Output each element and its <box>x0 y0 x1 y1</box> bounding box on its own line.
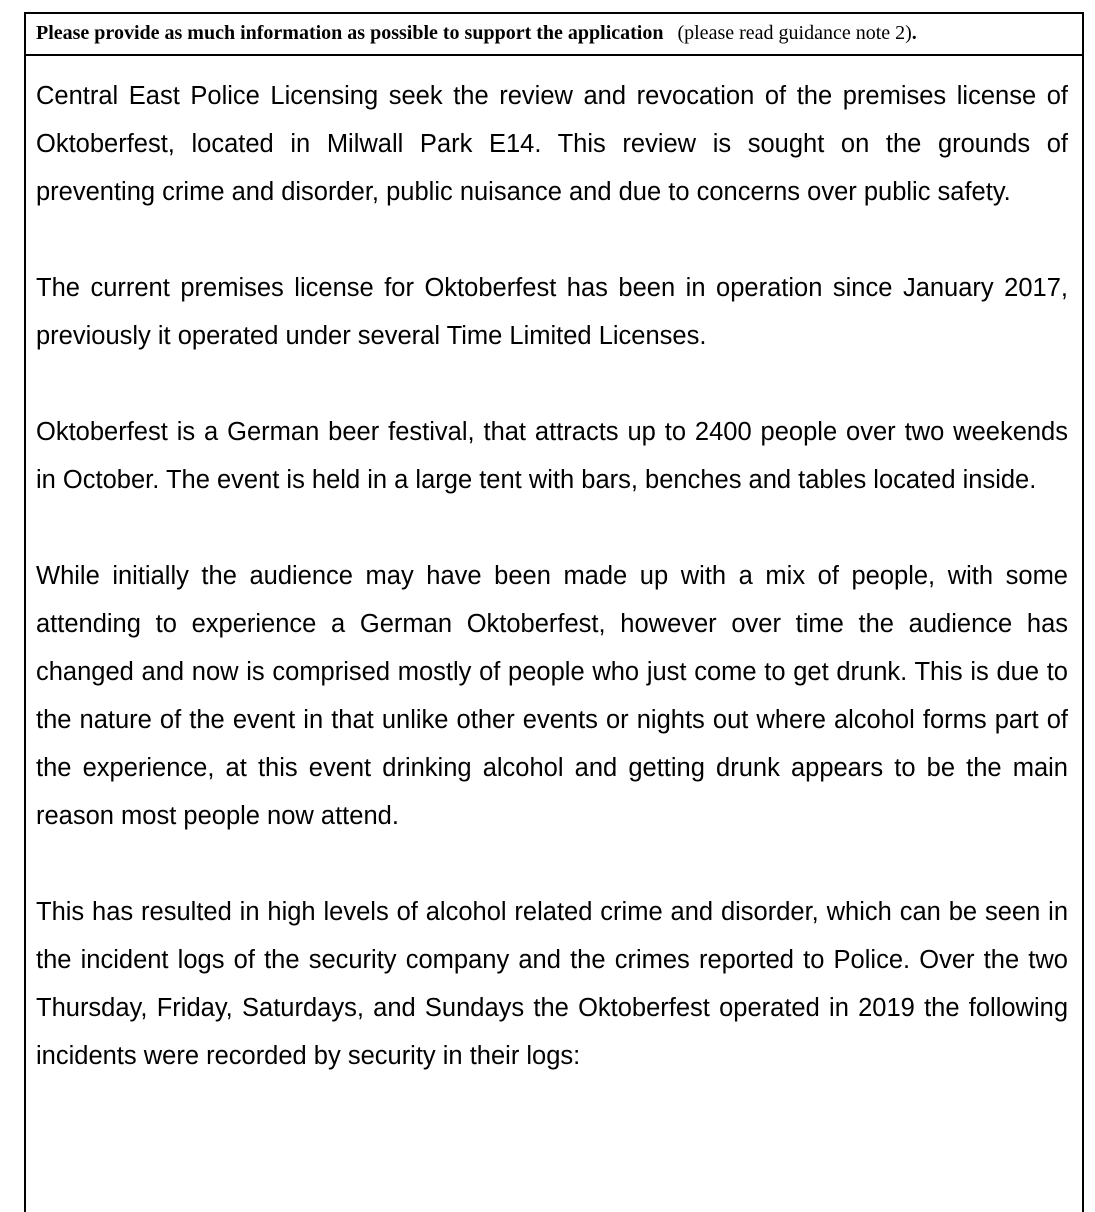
paragraph-event-description: Oktoberfest is a German beer festival, that attracts up to 2400 people over two weekends in October. The event is held in a large tent with bars, benches and tables located inside. <box>36 418 1068 494</box>
instruction-bold-text: Please provide as much information as possible to support the application <box>36 22 664 44</box>
application-body <box>36 72 1068 1080</box>
form-instruction-header <box>26 14 1082 56</box>
paragraph-review-request: Central East Police Licensing seek the review and revocation of the premises license of Oktoberfest, located in Milwall Park E14. This review is sought on the grounds of preventing crime and disorder, public nuisance and due to concerns over public safety. <box>36 82 1068 206</box>
paragraph-audience-change: While initially the audience may have been made up with a mix of people, with some attending to experience a German Oktoberfest, however over time the audience has changed and now is comprised mostly of people who just come to get drunk. This is due to the nature of the event in that unlike other events or nights out where alcohol forms part of the experience, at this event drinking alcohol and getting drunk appears to be the main reason most people now attend. <box>36 562 1068 830</box>
instruction-end-punctuation: . <box>911 22 917 44</box>
guidance-note-reference: (please read guidance note 2) <box>677 22 912 44</box>
paragraph-incident-summary: This has resulted in high levels of alcohol related crime and disorder, which can be seen in the incident logs of the security company and the crimes reported to Police. Over the two Thursday, Friday, Saturdays, and Sundays the Oktoberfest operated in 2019 the following incidents were recorded by security in their logs: <box>36 898 1068 1070</box>
application-form-box <box>24 12 1084 1212</box>
paragraph-license-history: The current premises license for Oktoberfest has been in operation since January 2017, previously it operated under several Time Limited Licenses. <box>36 274 1068 350</box>
